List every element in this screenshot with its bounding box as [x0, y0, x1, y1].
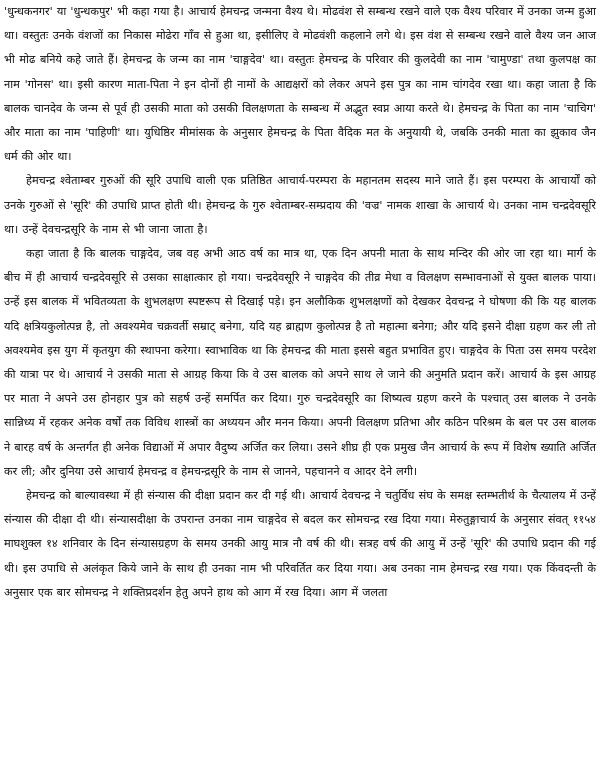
paragraph-4: हेमचन्द्र को बाल्यावस्था में ही संन्यास की दीक्षा प्रदान कर दी गई थी। आचार्य देवचन्द्र ने चतुर्विध संघ के समक्ष स्तम्भतीर्थ के चैत्यालय में उन्हें संन्यास की दीक्षा दी थी। संन्यासदीक्षा के उपरान्त उनका नाम चाङ्गदेव से बदल कर सोमचन्द्र रख दिया गया। मेरुतुङ्गाचार्य के अनुसार संवत् ११५४ माघशुक्ल १४ शनिवार के दिन संन्यासग्रहण के समय उनकी आयु मात्र नौ वर्ष की थी। सत्रह वर्ष की आयु में उन्हें 'सूरि' की उपाधि प्रदान की गई थी। इस उपाधि से अलंकृत किये जाने के साथ ही उनका नाम भी परिवर्तित कर दिया गया। अब उनका नाम हेमचन्द्र रख गया। एक किंवदन्ती के अनुसार एक बार सोमचन्द्र ने शक्तिप्रदर्शन हेतु अपने हाथ को आग में रख दिया। आग में जलता	[4, 489, 596, 599]
paragraph-1: 'धुन्धकनगर' या 'धुन्धकपुर' भी कहा गया है। आचार्य हेमचन्द्र जन्मना वैश्य थे। मोढवंश से सम्बन्ध रखने वाले एक वैश्य परिवार में उनका जन्म हुआ था। वस्तुतः उनके वंशजों का निकास मोढेरा गाँव से हुआ था, इसीलिए वे मोढवंशी कहलाने लगे थे। इस वंश से सम्बन्ध रखने वाले वैश्य जन आज भी मोढ बनिये कहे जाते हैं। हेमचन्द्र के जन्म का नाम 'चाङ्गदेव' था। वस्तुतः हेमचन्द्र के परिवार की कुलदेवी का नाम 'चामुण्डा' तथा कुलपक्ष का नाम 'गोनस' था। इसी कारण माता-पिता ने इन दोनों ही नामों के आद्यक्षरों को लेकर अपने इस पुत्र का नाम चांगदेव रखा था। कहा जाता है कि बालक चानदेव के जन्म से पूर्व ही उसकी माता को उसकी विलक्षणता के सम्बन्ध में अद्भुत स्वप्न आया करते थे। हेमचन्द्र के पिता का नाम 'चाचिग' और माता का नाम 'पाहिणी' था। युधिष्ठिर मीमांसक के अनुसार हेमचन्द्र के पिता वैदिक मत के अनुयायी थे, जबकि उनकी माता का झुकाव जैन धर्म की ओर था।	[4, 5, 596, 164]
paragraph-3: कहा जाता है कि बालक चाङ्गदेव, जब वह अभी आठ वर्ष का मात्र था, एक दिन अपनी माता के साथ मन्दिर की ओर जा रहा था। मार्ग के बीच में ही आचार्य चन्द्रदेवसूरि से उसका साक्षात्कार हो गया। चन्द्रदेवसूरि ने चाङ्गदेव की तीव्र मेधा व विलक्षण सम्भावनाओं से युक्त बालक पाया। उन्हें इस बालक में भवितव्यता के शुभलक्षण स्पष्टरूप से दिखाई पड़े। इन अलौकिक शुभलक्षणों को देखकर देवचन्द्र ने घोषणा की कि यह बालक यदि क्षत्रियकुलोत्पन्न है, तो अवश्यमेव चक्रवर्ती सम्राट् बनेगा, यदि यह ब्राह्मण कुलोत्पन्न है तो महात्मा बनेगा; और यदि इसने दीक्षा ग्रहण कर ली तो अवश्यमेव इस युग में कृतयुग की स्थापना करेगा। स्वाभाविक था कि हेमचन्द्र की माता इससे बहुत प्रभावित हुए। चाङ्गदेव के पिता उस समय परदेश की यात्रा पर थे। आचार्य ने उसकी माता से आग्रह किया कि वे उस बालक को अपने साथ ले जाने की अनुमति प्रदान करें। आचार्य के इस आग्रह पर माता ने अपने उस होनहार पुत्र को सहर्ष उन्हें समर्पित कर दिया। गुरु चन्द्रदेवसूरि का शिष्यत्व ग्रहण करने के पश्चात् उस बालक ने उनके सान्निध्य में रहकर अनेक वर्षों तक विविध शास्त्रों का अध्ययन और मनन किया। अपनी विलक्षण प्रतिभा और कठिन परिश्रम के बल पर उस बालक ने बारह वर्ष के अन्तर्गत ही अनेक विद्याओं में अपार वैदुष्य अर्जित कर लिया। उसने शीघ्र ही एक प्रमुख जैन आचार्य के रूप में विशेष ख्याति अर्जित कर ली; और दुनिया उसे आचार्य हेमचन्द्र व हेमचन्द्रसूरि के नाम से जानने, पहचानने व आदर देने लगी।	[4, 247, 596, 478]
paragraph-2: हेमचन्द्र श्वेताम्बर गुरुओं की सूरि उपाधि वाली एक प्रतिष्ठित आचार्य-परम्परा के महानतम सदस्य माने जाते हैं। इस परम्परा के आचार्यों को उनके गुरुओं से 'सूरि' की उपाधि प्राप्त होती थी। हेमचन्द्र के गुरु श्वेताम्बर-सम्प्रदाय की 'वज्र' नामक शाखा के आचार्य थे। उनका नाम चन्द्रदेवसूरि था। उन्हें देवचन्द्रसूरि के नाम से भी जाना जाता है।	[4, 174, 596, 236]
